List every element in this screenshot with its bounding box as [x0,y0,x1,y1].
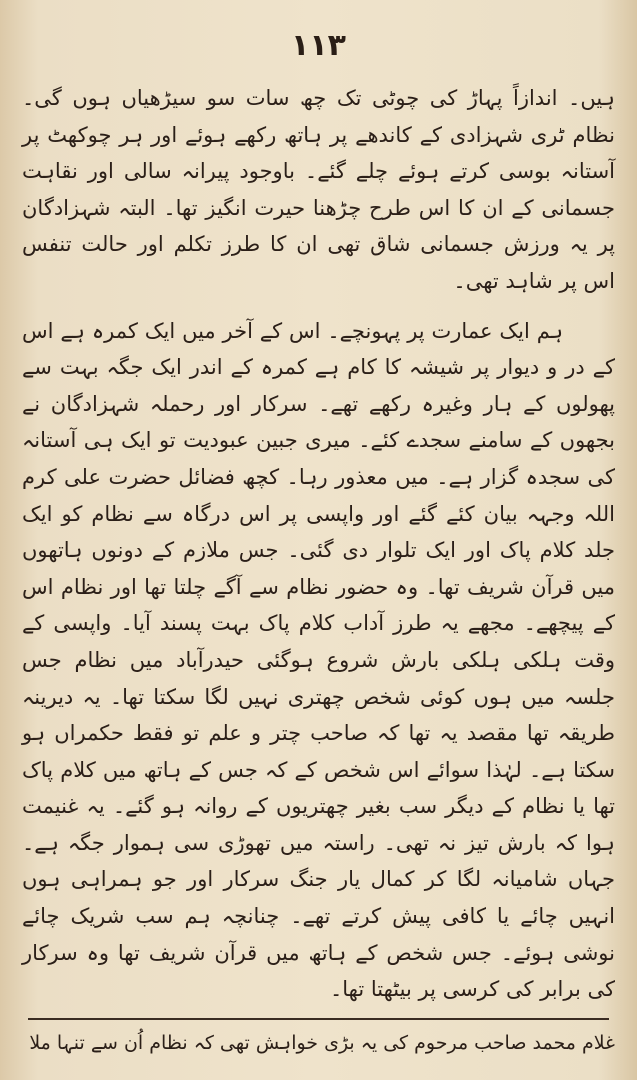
paragraph-1: ہیں۔ اندازاً پہاڑ کی چوٹی تک چھ سات سو سیڑھیاں ہوں گی۔ نظام ٹری شہزادی کے کاندھے پر ہاتھ رکھے ہوئے اور ہر چوکھٹ پر آستانہ بوسی کرتے ہوئے چلے گئے۔ باوجود پیرانہ سالی اور نقاہت جسمانی کے ان کا اس طرح چڑھنا حیرت انگیز تھا۔ البتہ شہزادگان پر یہ ورزش جسمانی شاق تھی ان کا طرز تکلم اور حالت تنفس اس پر شاہد تھی۔ [22,86,615,293]
paragraph-2: ہم ایک عمارت پر پہونچے۔ اس کے آخر میں ایک کمرہ ہے اس کے در و دیوار پر شیشہ کا کام ہے کمرہ کے اندر ایک جگہ بہت سے پھولوں کے ہار وغیرہ رکھے تھے۔ سرکار اور رحملہ شہزادگان نے بجھوں کے سامنے سجدے کئے۔ میری جبین عبودیت تو ایک ہی آستانہ کی سجدہ گزار ہے۔ میں معذور رہا۔ کچھ فضائل حضرت علی کرم اللہ وجہہ بیان کئے گئے اور واپسی پر اس درگاہ سے نظام کو ایک جلد کلام پاک اور ایک تلوار دی گئی۔ جس ملازم کے دونوں ہاتھوں میں قرآن شریف تھا۔ وہ حضور نظام سے آگے چلتا تھا اور نظام اس کے پیچھے۔ مجھے یہ طرز آداب کلام پاک بہت پسند آیا۔ واپسی کے وقت ہلکی ہلکی بارش شروع ہوگئی حیدرآباد میں نظام جس جلسہ میں ہوں کوئی شخص چھتری نہیں لگا سکتا تھا۔ یہ دیرینہ طریقہ تھا مقصد یہ تھا کہ صاحب چتر و علم تو فقط حکمراں ہو سکتا ہے۔ لہٰذا سوائے اس شخص کے کہ جس کے ہاتھ میں کلام پاک تھا یا نظام کے دیگر سب بغیر چھتریوں کے روانہ ہو گئے۔ یہ غنیمت ہوا کہ بارش تیز نہ تھی۔ راستہ میں تھوڑی سی ہموار جگہ ہے۔ جہاں شامیانہ لگا کر کمال یار جنگ سرکار اور جو ہمراہی ہوں انہیں چائے یا کافی پیش کرتے تھے۔ چنانچہ ہم سب شریک چائے نوشی ہوئے۔ جس شخص کے ہاتھ میں قرآن شریف تھا وہ سرکار کی برابر کی کرسی پر بیٹھتا تھا۔ [22,318,615,1002]
page-number: ۱۱۳ [291,28,346,63]
body-text [22,80,615,1008]
footnote-text: غلام محمد صاحب مرحوم کی یہ بڑی خواہش تھی کہ نظام اُن سے تنہا ملا [29,1032,615,1054]
footnote-divider [28,1018,609,1020]
